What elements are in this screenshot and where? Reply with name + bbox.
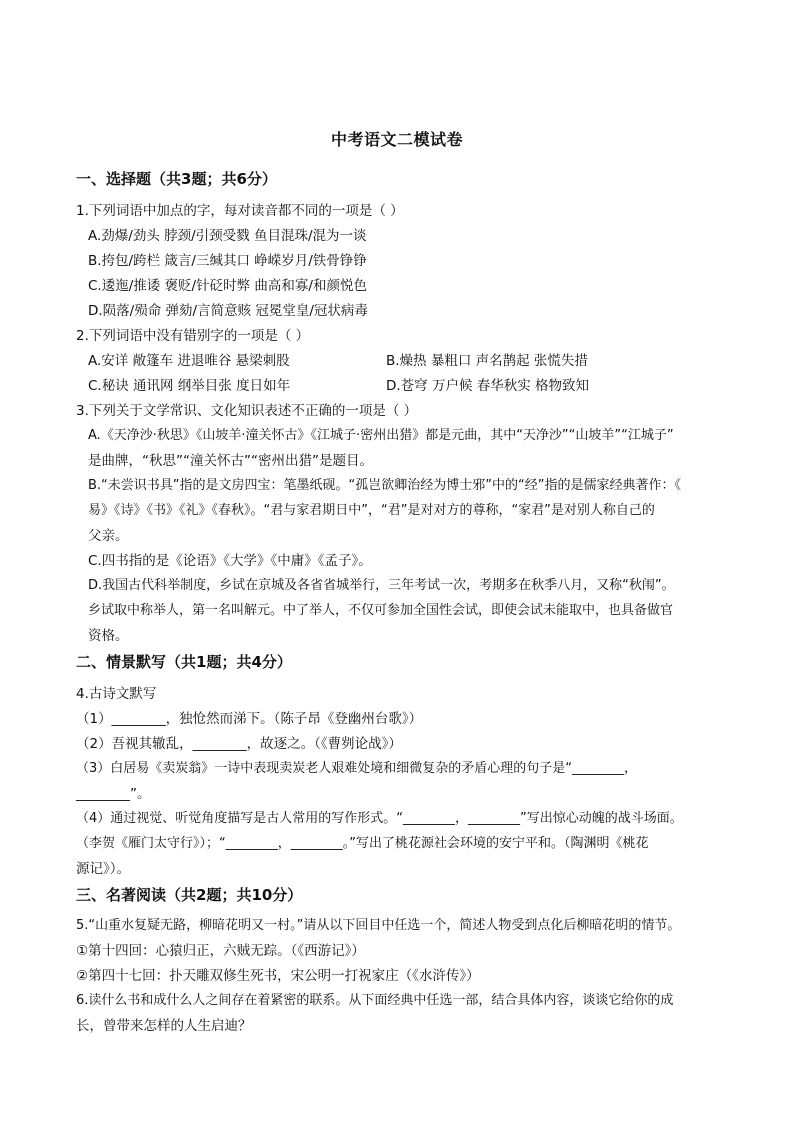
page-title: 中考语文二模试卷 (330, 130, 463, 149)
q3-option-d-line2: 乡试取中称举人，第一名叫解元。中了举人，不仅可参加全国性会试，即使会试未能取中，也具备做官 (88, 603, 674, 618)
section-heading-classics: 三、名著阅读（共2题；共10分） (76, 886, 303, 904)
q6-line2: 长，曾带来怎样的人生启迪？ (76, 1018, 252, 1034)
q4-item-3-line1: （3）白居易《卖炭翁》一诗中表现卖炭老人艰难处境和细微复杂的矛盾心理的句子是“________， (76, 761, 638, 776)
q3-option-d-line3: 资格。 (88, 628, 129, 644)
section-heading-dictation: 二、情景默写（共1题；共4分） (76, 653, 292, 671)
q2-option-b: B.燥热 暴粗口 声名鹊起 张慌失措 (386, 353, 588, 369)
q3-option-d-line1: D.我国古代科举制度，乡试在京城及各省省城举行，三年考试一次，考期多在秋季八月，又称“秋闱”。 (88, 578, 675, 593)
q4-item-2: （2）吾视其辙乱，________，故逐之。（《曹刿论战》） (76, 736, 402, 752)
q2-option-d: D.苍穹 万户候 春华秋实 格物致知 (386, 378, 590, 394)
q4-item-4-line3: 源记》）。 (76, 861, 130, 877)
q6-line1: 6.读什么书和成什么人之间存在着紧密的联系。从下面经典中任选一部，结合具体内容，谈谈它给你的成 (76, 993, 674, 1008)
q2-stem: 2.下列词语中没有错别字的一项是（ ） (76, 328, 310, 344)
section-heading-choice: 一、选择题（共3题；共6分） (76, 170, 277, 188)
q3-option-c: C.四书指的是《论语》《大学》《中庸》《孟子》。 (88, 553, 372, 569)
q3-stem: 3.下列关于文学常识、文化知识表述不正确的一项是（ ） (76, 403, 418, 419)
q3-option-b-line1: B.“未尝识书具”指的是文房四宝：笔墨纸砚。“孤岂欲卿治经为博士邪”中的“经”指的是儒家经典著作：《 (88, 478, 681, 493)
q4-item-4-line2: （李贺《雁门太守行》）；“________，________。”写出了桃花源社会环境的安宁平和。（陶渊明《桃花 (76, 836, 649, 851)
q1-option-b: B.挎包/跨栏 箴言/三缄其口 峥嵘岁月/铁骨铮铮 (88, 253, 367, 269)
q5-option-2: ②第四十七回：扑天雕双修生死书，宋公明一打祝家庄（《水浒传》） (76, 968, 480, 984)
q4-item-4-line1: （4）通过视觉、听觉角度描写是古人常用的写作形式。“________，________”写出惊心动魄的战斗场面。 (76, 811, 683, 826)
q2-option-a: A.安详 敞篷车 进退唯谷 悬梁刺股 (88, 353, 290, 369)
q3-option-b-line2: 易》《诗》《书》《礼》《春秋》。“君与家君期日中”，“君”是对对方的尊称，“家君”是对别人称自己的 (88, 503, 655, 518)
q1-option-d: D.陨落/殒命 弹劾/言简意赅 冠冕堂皇/冠状病毒 (88, 303, 368, 319)
q3-option-a-line1: A.《天净沙·秋思》《山坡羊·潼关怀古》《江城子·密州出猎》都是元曲，其中“天净沙”“山坡羊”“江城子” (88, 428, 674, 443)
q4-item-1: （1）________，独怆然而涕下。（陈子昂《登幽州台歌》） (76, 711, 423, 727)
q1-stem: 1.下列词语中加点的字，每对读音都不同的一项是（ ） (76, 203, 404, 219)
q5-stem: 5.“山重水复疑无路，柳暗花明又一村。”请从以下回目中任选一个，简述人物受到点化后柳暗花明的情节。 (76, 918, 681, 933)
q5-option-1: ①第十四回：心猿归正，六贼无踪。（《西游记》） (76, 943, 365, 959)
q2-option-c: C.秘诀 通讯网 纲举目张 度日如年 (88, 378, 291, 394)
q1-option-c: C.逶迤/推诿 褒贬/针砭时弊 曲高和寡/和颜悦色 (88, 278, 367, 294)
q3-option-b-line3: 父亲。 (88, 528, 129, 544)
q3-option-a-line2: 是曲牌，“秋思”“潼关怀古”“密州出猎”是题目。 (88, 453, 373, 469)
q4-item-3-line2: ________”。 (76, 786, 151, 802)
q4-stem: 4.古诗文默写 (76, 686, 157, 702)
q1-option-a: A.劲爆/劲头 脖颈/引颈受戮 鱼目混珠/混为一谈 (88, 228, 367, 244)
